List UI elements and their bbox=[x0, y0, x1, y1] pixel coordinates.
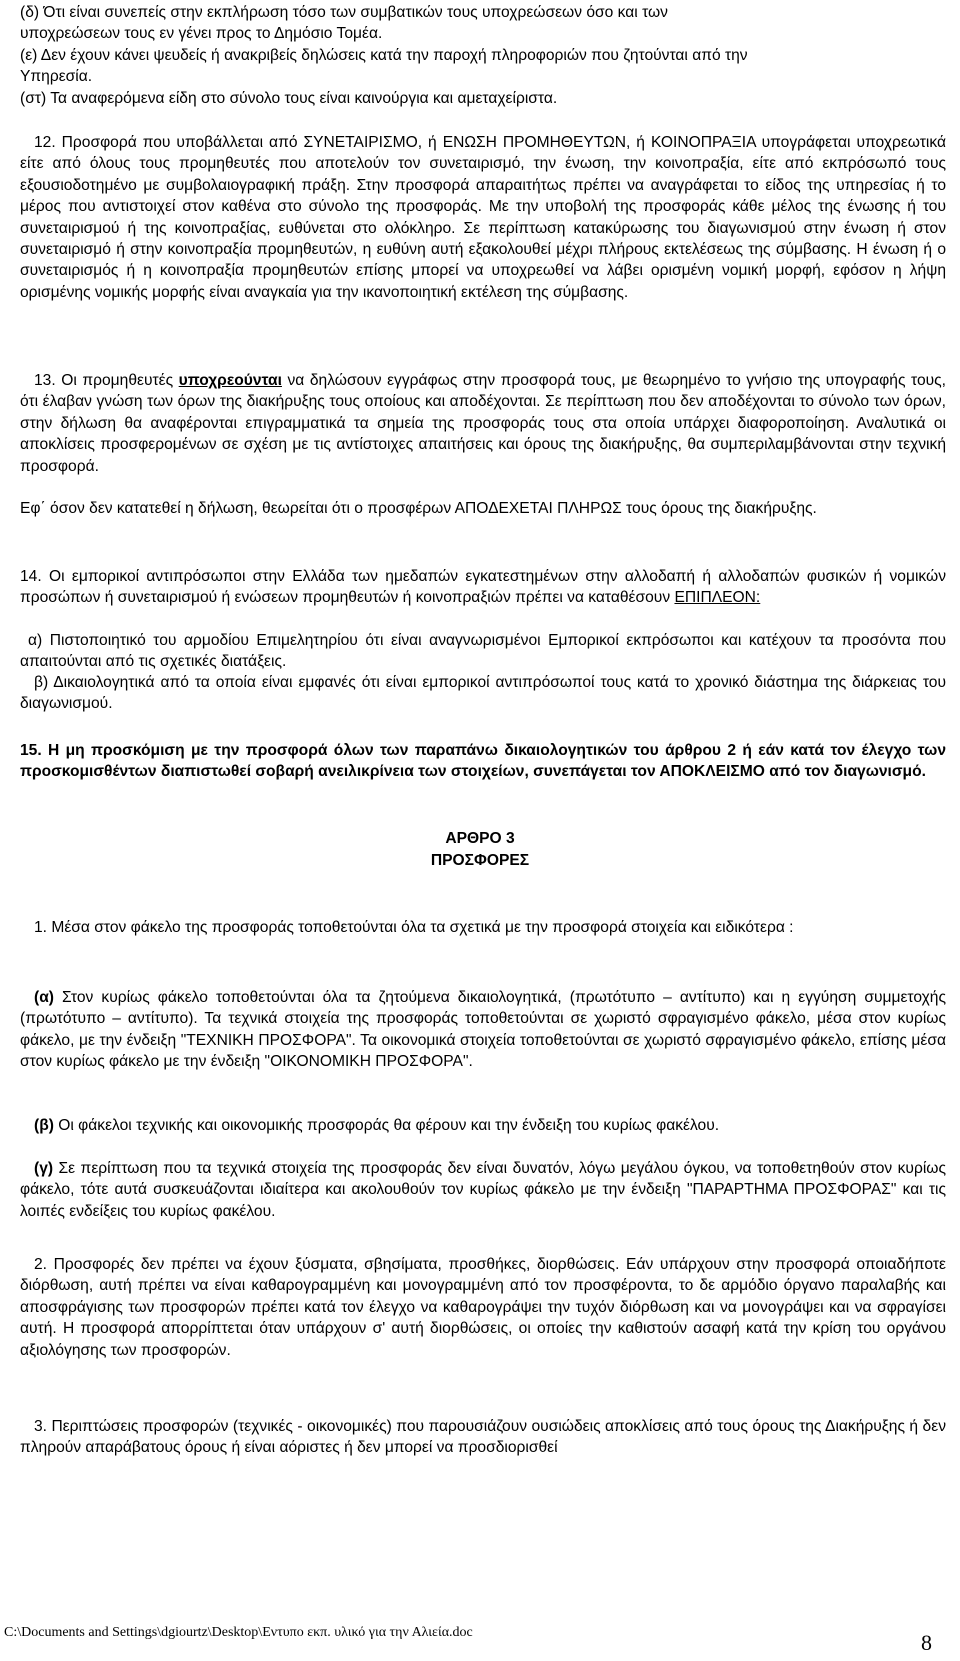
beta-label: (β) bbox=[34, 1117, 54, 1134]
paragraph-13 bbox=[20, 370, 946, 477]
alpha-text: Στον κυρίως φάκελο τοποθετούνται όλα τα ζητούμενα δικαιολογητικά, (πρωτότυπο – αντίτυπο) και η εγγύηση συμμετοχής (πρωτότυπο – αντίτυπο). Τα τεχνικά στοιχεία της προσφοράς τοποθετούνται σε χωριστό σφραγισμένο φάκελο, μέσα στον κυρίως φάκελο, με την ένδειξη "ΤΕΧΝΙΚΗ ΠΡΟΣΦΟΡΑ". Τα οικονομικά στοιχεία τοποθετούνται σε χωριστό σφραγισμένο φάκελο, επίσης μέσα στον κυρίως φάκελο με την ένδειξη "ΟΙΚΟΝΟΜΙΚΗ ΠΡΟΣΦΟΡΑ". bbox=[20, 989, 946, 1071]
p14-pre: 14. Οι εμπορικοί αντιπρόσωποι στην Ελλάδα των ημεδαπών εγκατεστημένων στην αλλοδαπή ή αλλοδαπών φυσικών ή νομικών προσώπων ή συνεταιρισμού ή ενώσεων προμηθευτών ή κοινοπραξιών πρέπει να καταθέσουν bbox=[20, 568, 946, 607]
p13-post: να δηλώσουν εγγράφως στην προσφορά τους, με θεωρημένο το γνήσιο της υπογραφής τους, ότι έλαβαν γνώση των όρων της διακήρυξης τους οποίους και αποδέχονται. Σε περίπτωση που δεν αποδέχονται το σύνολο των όρων, στην δήλωση θα αναφέρονται επιγραμματικά τα σημεία της προσφοράς τους στα οποία υπάρχει διαφοροποίηση. Αναλυτικά οι αποκλίσεις προσφερομένων σε σχέση με τις αντίστοιχες απαιτήσεις και όρους της διακήρυξης, θα συμπεριλαμβάνονται στην τεχνική προσφορά. bbox=[20, 372, 946, 475]
paragraph-12: 12. Προσφορά που υποβάλλεται από ΣΥΝΕΤΑΙΡΙΣΜΟ, ή ΕΝΩΣΗ ΠΡΟΜΗΘΕΥΤΩΝ, ή ΚΟΙΝΟΠΡΑΞΙΑ υπογράφεται υποχρεωτικά είτε από όλους τους προμηθευτές που αποτελούν τον συνεταιρισμό, την ένωση, την κοινοπραξία, είτε από εκπρόσωπό τους εξουσιοδοτημένο με συμβολαιογραφική πράξη. Στην προσφορά απαραιτήτως πρέπει να αναγράφεται το είδος της υπηρεσίας ή το μέρος που αντιστοιχεί στον καθένα στο σύνολο της προσφοράς. Με την υποβολή της προσφοράς κάθε μέλος της ένωσης ή του συνεταιρισμού ή της κοινοπραξίας, ευθύνεται στο ολόκληρο. Σε περίπτωση κατακύρωσης του διαγωνισμού στην ένωση ή στον συνεταιρισμό ή στην κοινοπραξία προμηθευτών, η ευθύνη αυτή εξακολουθεί μέχρι πλήρους εκτελέσεως της σύμβασης. Η ένωση ή ο συνεταιρισμός ή η κοινοπραξία προμηθευτών επίσης μπορεί να υποχρεωθεί να λάβει ορισμένη νομική μορφή, εφόσον η λήψη ορισμένης νομικής μορφής είναι αναγκαία για την ικανοποιητική εκτέλεση της σύμβασης. bbox=[20, 134, 946, 301]
gamma-label: (γ) bbox=[34, 1160, 54, 1177]
condition-e-line2: Υπηρεσία. bbox=[20, 68, 93, 86]
paragraph-14 bbox=[20, 566, 946, 609]
item-gamma bbox=[20, 1158, 946, 1222]
paragraph-15: 15. Η μη προσκόμιση με την προσφορά όλων των παραπάνω δικαιολογητικών του άρθρου 2 ή εάν κατά τον έλεγχο των προσκομισθέντων διαπιστωθεί σοβαρή ανειλικρίνεια των στοιχείων, συνεπάγεται τον ΑΠΟΚΛΕΙΣΜΟ από τον διαγωνισμό. bbox=[20, 742, 946, 781]
alpha-label: (α) bbox=[34, 989, 54, 1006]
page-number: 8 bbox=[921, 1630, 932, 1655]
paragraph-14-b: β) Δικαιολογητικά από τα οποία είναι εμφανές ότι είναι εμπορικοί αντιπρόσωποί τους κατά το χρονικό διάστημα της διάρκειας του διαγωνισμού. bbox=[20, 674, 946, 713]
article-3-item-3: 3. Περιπτώσεις προσφορών (τεχνικές - οικονομικές) που παρουσιάζουν ουσιώδεις αποκλίσεις από τους όρους της Διακήρυξης ή δεν πληρούν απαράβατους όρους ή είναι αόριστες ή δεν μπορεί να προσδιορισθεί bbox=[20, 1418, 946, 1457]
article-3-item-1: 1. Μέσα στον φάκελο της προσφοράς τοποθετούνται όλα τα σχετικά με την προσφορά στοιχεία και ειδικότερα : bbox=[34, 919, 794, 936]
condition-d-line1: (δ) Ότι είναι συνεπείς στην εκπλήρωση τόσο των συμβατικών τους υποχρεώσεων όσο και των bbox=[20, 4, 668, 21]
intro-conditions bbox=[20, 2, 946, 109]
item-beta bbox=[20, 1115, 946, 1136]
article-3-item-2: 2. Προσφορές δεν πρέπει να έχουν ξύσματα, σβησίματα, προσθήκες, διορθώσεις. Εάν υπάρχουν στην προσφορά οποιαδήποτε διόρθωση, αυτή πρέπει να είναι καθαρογραμμένη και μονογραμμένη από τον προσφέροντα, το δε αρμόδιο όργανο παραλαβής και αποσφράγισης των προσφορών πρέπει κατά τον έλεγχο να καθαρογράψει την τυχόν διόρθωση και να μονογράψει και να σφραγίσει αυτή. Η προσφορά απορρίπτεται όταν υπάρχουν σ' αυτή διορθώσεις, οι οποίες την καθιστούν ασαφή κατά την κρίση του οργάνου αξιολόγησης των προσφορών. bbox=[20, 1256, 946, 1359]
paragraph-14-a: α) Πιστοποιητικό του αρμοδίου Επιμελητηρίου ότι είναι αναγνωρισμένοι Εμπορικοί εκπρόσωποι και κατέχουν τα προσόντα που απαιτούνται από τις σχετικές διατάξεις. bbox=[20, 632, 946, 671]
gamma-text: Σε περίπτωση που τα τεχνικά στοιχεία της προσφοράς δεν είναι δυνατόν, λόγω μεγάλου όγκου, να τοποθετηθούν στον κυρίως φάκελο, τότε αυτά συσκευάζονται ιδιαίτερα και ακολουθούν τον κυρίως φάκελο με την ένδειξη "ΠΑΡΑΡΤΗΜΑ ΠΡΟΣΦΟΡΑΣ" και τις λοιπές ενδείξεις του κυρίως φακέλου. bbox=[20, 1160, 946, 1220]
p13-emphasis: υποχρεούνται bbox=[178, 372, 282, 389]
p13-pre: 13. Οι προμηθευτές bbox=[34, 372, 179, 389]
condition-d-line2: υποχρεώσεων τους εν γένει προς το Δημόσιο Τομέα. bbox=[20, 25, 383, 43]
paragraph-13-declaration: Εφ΄ όσον δεν κατατεθεί η δήλωση, θεωρείται ότι ο προσφέρων ΑΠΟΔΕΧΕΤΑΙ ΠΛΗΡΩΣ τους όρους της διακήρυξης. bbox=[20, 500, 817, 517]
item-alpha bbox=[20, 987, 946, 1073]
condition-st: (στ) Τα αναφερόμενα είδη στο σύνολο τους είναι καινούργια και αμεταχείριστα. bbox=[20, 89, 558, 107]
footer-file-path: C:\Documents and Settings\dgiourtz\Desktop\Εντυπο εκπ. υλικό για την Αλιεία.doc bbox=[4, 1625, 473, 1640]
article-title: ΠΡΟΣΦΟΡΕΣ bbox=[430, 852, 530, 869]
beta-text: Οι φάκελοι τεχνικής και οικονομικής προσφοράς θα φέρουν και την ένδειξη του κυρίως φακέλου. bbox=[53, 1117, 720, 1134]
p14-emphasis: ΕΠΙΠΛΕΟΝ: bbox=[674, 589, 761, 607]
condition-e-line1: (ε) Δεν έχουν κάνει ψευδείς ή ανακριβείς δηλώσεις κατά την παροχή πληροφοριών που ζητούνται από την bbox=[20, 46, 748, 64]
article-number: ΑΡΘΡΟ 3 bbox=[445, 830, 515, 847]
